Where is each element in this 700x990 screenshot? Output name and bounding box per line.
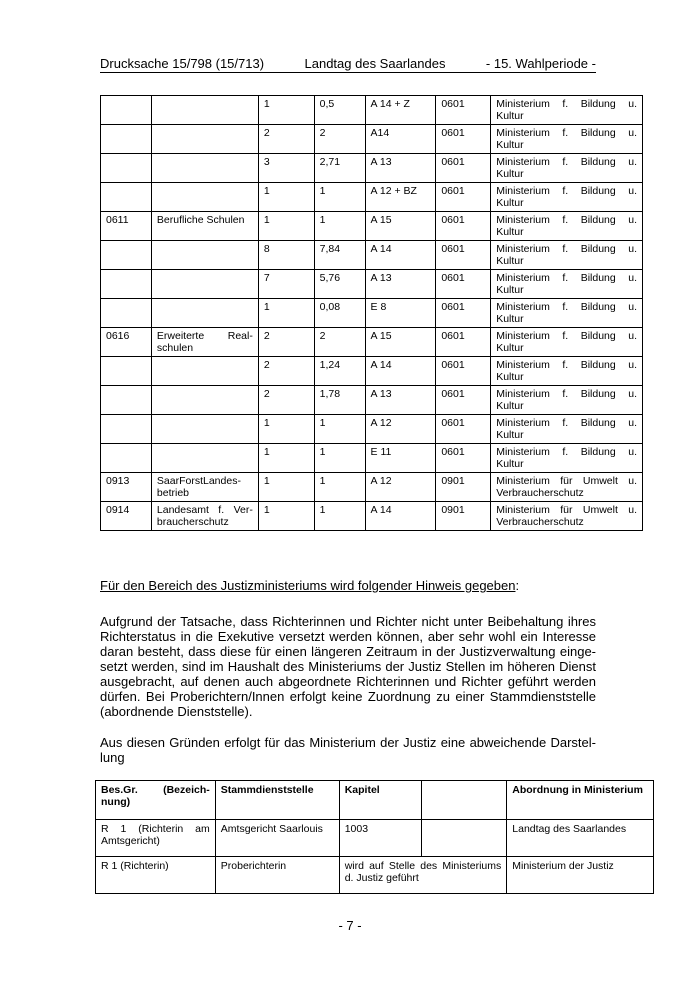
table-cell [101,299,152,328]
table-cell [151,357,258,386]
table-cell [151,241,258,270]
table-row [96,857,654,894]
table-cell: 1 [258,415,314,444]
conclusion-paragraph: Aus diesen Gründen erfolgt für das Ministerium der Justiz eine abweichende Darstel-lung [100,735,596,765]
table-cell [151,415,258,444]
table-cell: A 12 [365,415,436,444]
table-cell: Ministerium f. Bildung u. Kultur [491,328,643,357]
table-cell: Ministerium der Justiz [507,857,654,894]
table-cell: 1 [258,96,314,125]
table-cell: 1 [314,444,365,473]
table-row [101,386,643,415]
table-cell: 1003 [339,820,421,857]
table-cell: 0601 [436,357,491,386]
table-cell: A 13 [365,154,436,183]
table-cell: 0601 [436,444,491,473]
table-cell: Ministerium f. Bildung u. Kultur [491,212,643,241]
table-cell: 7,84 [314,241,365,270]
table-cell: A 15 [365,328,436,357]
table-cell: Ministerium für Umwelt u. Verbraucherschutz [491,473,643,502]
table-cell: Landtag des Saarlandes [507,820,654,857]
table-cell: Ministerium f. Bildung u. Kultur [491,357,643,386]
justice-note-heading: Für den Bereich des Justizministeriums wird folgender Hinweis gegeben: [100,578,520,593]
table-cell: 0601 [436,328,491,357]
table-cell: 0601 [436,241,491,270]
table-cell: 1 [314,473,365,502]
table-row [101,154,643,183]
table-cell: A 12 [365,473,436,502]
table-cell: 7 [258,270,314,299]
table-cell [101,241,152,270]
table-cell: 2 [258,386,314,415]
table-cell [101,154,152,183]
table-cell: Ministerium für Umwelt u. Verbraucherschutz [491,502,643,531]
table-row [101,299,643,328]
table-row [101,183,643,212]
header-cell: Bes.Gr. (Bezeich-nung) [96,781,216,820]
table-cell [151,270,258,299]
table-cell: A14 [365,125,436,154]
table-cell: Ministerium f. Bildung u. Kultur [491,299,643,328]
table-cell: 1 [258,212,314,241]
table-row [101,502,643,531]
table-cell: Erweiterte Real-schulen [151,328,258,357]
table-cell: 0601 [436,270,491,299]
table-cell: Ministerium f. Bildung u. Kultur [491,183,643,212]
table-cell: Ministerium f. Bildung u. Kultur [491,415,643,444]
table-cell [101,357,152,386]
table-cell: wird auf Stelle des Ministeriums d. Justiz geführt [339,857,507,894]
table-cell: A 15 [365,212,436,241]
table-cell: 0913 [101,473,152,502]
table-row [101,241,643,270]
table-cell: A 14 [365,357,436,386]
table-cell: 0601 [436,386,491,415]
table-cell: 2 [258,125,314,154]
table-row [101,415,643,444]
table-cell: 0601 [436,299,491,328]
justice-table [95,780,654,894]
table-cell [101,183,152,212]
table-cell [101,125,152,154]
table-cell [151,444,258,473]
table-cell: 0901 [436,473,491,502]
table-cell: 1,78 [314,386,365,415]
table-cell: 0914 [101,502,152,531]
table-cell: A 14 [365,241,436,270]
table-row [101,473,643,502]
table-cell [151,386,258,415]
table-cell: 0601 [436,183,491,212]
table-cell: A 12 + BZ [365,183,436,212]
table-cell [101,386,152,415]
table-cell: 3 [258,154,314,183]
table-cell: A 13 [365,270,436,299]
justice-table-header [96,781,654,820]
table-cell [101,96,152,125]
table-cell [151,125,258,154]
justice-paragraph: Aufgrund der Tatsache, dass Richterinnen und Richter nicht unter Beibehaltung ihres Richterstatus in die Exekutive versetzt werden können, aber sehr wohl ein Interesse daran besteht, dass diese für einen längeren Zeitraum in der Justizverwaltung einge-setzt werden, sind im Haushalt des Ministeriums der Justiz Stellen im höheren Dienst ausgebracht, auf denen auch abgeordnete Richterinnen und Richter geführt werden dürfen. Bei Proberichtern/Innen erfolgt keine Zuordnung zu einer Stammdienststelle (abordnende Dienststelle). [100,614,596,719]
table-cell: 0,5 [314,96,365,125]
table-cell: 2 [258,357,314,386]
header-cell [421,781,507,820]
table-cell [421,820,507,857]
table-cell [151,154,258,183]
table-cell: 1 [258,444,314,473]
table-cell: Landesamt f. Ver-braucherschutz [151,502,258,531]
table-cell: 1 [314,502,365,531]
table-cell: 0901 [436,502,491,531]
table-cell: 1 [314,415,365,444]
table-cell: Proberichterin [215,857,339,894]
table-cell: SaarForstLandes-betrieb [151,473,258,502]
header-cell: Abordnung in Ministerium [507,781,654,820]
table-cell [101,270,152,299]
table-cell [151,299,258,328]
table-cell: 1 [258,502,314,531]
table-cell [101,415,152,444]
table-cell: Ministerium f. Bildung u. Kultur [491,444,643,473]
header-cell: Stammdienststelle [215,781,339,820]
table-cell [101,444,152,473]
table-cell: R 1 (Richterin) [96,857,216,894]
table-row [96,820,654,857]
header-parliament: Landtag des Saarlandes [304,56,446,71]
table-cell: E 8 [365,299,436,328]
header-period: - 15. Wahlperiode - [485,56,596,71]
table-row [101,328,643,357]
table-cell: 0601 [436,125,491,154]
table-cell: 0601 [436,212,491,241]
table-cell: 2 [314,125,365,154]
table-cell: Ministerium f. Bildung u. Kultur [491,125,643,154]
table-cell: Ministerium f. Bildung u. Kultur [491,270,643,299]
table-cell: Amtsgericht Saarlouis [215,820,339,857]
table-cell: Berufliche Schulen [151,212,258,241]
table-cell: Ministerium f. Bildung u. Kultur [491,386,643,415]
table-cell: 1 [258,299,314,328]
table-cell: 5,76 [314,270,365,299]
table-cell: 2,71 [314,154,365,183]
table-cell: 0601 [436,415,491,444]
table-cell: Ministerium f. Bildung u. Kultur [491,154,643,183]
table-cell: 0616 [101,328,152,357]
table-cell: E 11 [365,444,436,473]
table-cell: Ministerium f. Bildung u. Kultur [491,96,643,125]
table-cell [151,183,258,212]
table-cell: A 14 [365,502,436,531]
table-cell: 0601 [436,154,491,183]
table-cell: 2 [258,328,314,357]
table-cell: R 1 (Richterin am Amtsgericht) [96,820,216,857]
table-row [101,270,643,299]
table-cell: A 14 + Z [365,96,436,125]
table-cell: 0601 [436,96,491,125]
table-cell: 0,08 [314,299,365,328]
table-row [101,125,643,154]
table-cell [151,96,258,125]
table-cell: 1 [314,212,365,241]
table-cell: 1 [314,183,365,212]
page-header [100,56,596,73]
table-row [101,212,643,241]
table-row [101,444,643,473]
positions-table [100,95,643,531]
table-row [101,96,643,125]
table-cell: Ministerium f. Bildung u. Kultur [491,241,643,270]
table-cell: 1 [258,183,314,212]
table-cell: 0611 [101,212,152,241]
table-cell: 8 [258,241,314,270]
header-cell: Kapitel [339,781,421,820]
table-cell: 1,24 [314,357,365,386]
table-row [101,357,643,386]
table-cell: A 13 [365,386,436,415]
page-number: - 7 - [338,918,362,933]
header-document-number: Drucksache 15/798 (15/713) [100,56,265,71]
table-cell: 2 [314,328,365,357]
table-cell: 1 [258,473,314,502]
